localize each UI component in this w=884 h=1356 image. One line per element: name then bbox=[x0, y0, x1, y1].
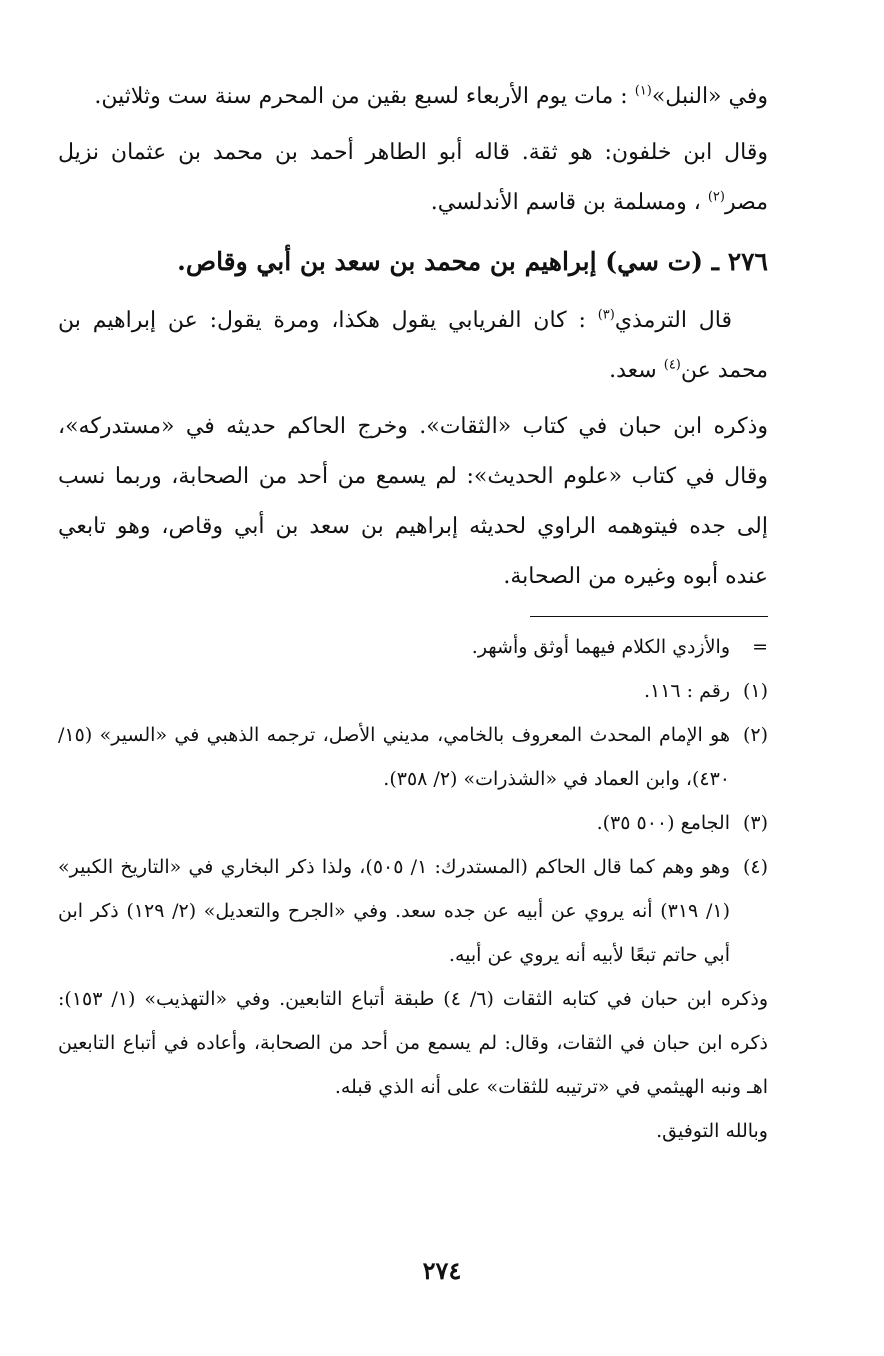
footnote-number: (٢) bbox=[742, 724, 768, 746]
footnote-text: والأزدي الكلام فيهما أوثق وأشهر. bbox=[471, 636, 730, 658]
paragraph-ibn-hibban: وذكره ابن حبان في كتاب «الثقات». وخرج الحاكم حديثه في «مستدركه»، وقال في كتاب «علوم الحديث»: لم يسمع من أحد من الصحابة، وربما نسب إلى جده فيتوهمه الراوي لحديثه إبراهيم بن سعد بن أبي وقاص، وهو تابعي عنده أبوه وغيره من الصحابة. bbox=[58, 414, 768, 589]
paragraph-nubl bbox=[58, 72, 768, 122]
page-number: ٢٧٤ bbox=[422, 1256, 462, 1285]
footnote-ref-4: (٤) bbox=[663, 357, 681, 373]
paragraph-ibn-khalfun bbox=[58, 128, 768, 228]
footnote-2 bbox=[58, 713, 768, 801]
footnote-ref-2: (٢) bbox=[707, 189, 725, 205]
page-body bbox=[58, 72, 768, 1153]
footnote-3 bbox=[58, 801, 768, 845]
paragraph-tirmidhi bbox=[58, 296, 768, 396]
footnote-closing: وبالله التوفيق. bbox=[656, 1120, 768, 1142]
entry-heading: ٢٧٦ ـ (ت سي) إبراهيم بن محمد بن سعد بن أبي وقاص. bbox=[177, 247, 768, 276]
continuation-mark: = bbox=[752, 636, 768, 658]
footnote-number: (١) bbox=[742, 680, 768, 702]
paragraph-text: قال الترمذي bbox=[614, 308, 733, 333]
footnote-1 bbox=[58, 669, 768, 713]
footnote-text: رقم : ١١٦. bbox=[643, 680, 730, 702]
footnote-ref-1: (١) bbox=[634, 83, 652, 99]
footnote-text: الجامع (٥٠٠ ٣٥). bbox=[596, 812, 730, 834]
paragraph-text: : كان الفريابي يقول هكذا، ومرة يقول: عن إبراهيم بن محمد عن bbox=[58, 308, 768, 383]
footnote-number: (٤) bbox=[742, 856, 768, 878]
footnote-4 bbox=[58, 845, 768, 977]
footnote-number: (٣) bbox=[742, 812, 768, 834]
paragraph-text: سعد. bbox=[609, 358, 664, 383]
footnote-text: هو الإمام المحدث المعروف بالخامي، مديني الأصل، ترجمه الذهبي في «السير» (١٥/ ٤٣٠)، وابن العماد في «الشذرات» (٢/ ٣٥٨). bbox=[58, 724, 730, 790]
paragraph-text: ، ومسلمة بن قاسم الأندلسي. bbox=[430, 190, 708, 215]
footnote-continuation bbox=[58, 625, 768, 669]
footnote-ref-3: (٣) bbox=[597, 307, 615, 323]
footnote-text: وهو وهم كما قال الحاكم (المستدرك: ١/ ٥٠٥)، ولذا ذكر البخاري في «التاريخ الكبير» (١/ ٣١٩) أنه يروي عن أبيه عن جده سعد. وفي «الجرح والتعديل» (٢/ ١٢٩) ذكر ابن أبي حاتم تبعًا لأبيه أنه يروي عن أبيه. bbox=[58, 856, 730, 966]
paragraph-text: وفي «النبل» bbox=[651, 84, 768, 109]
footnotes bbox=[58, 625, 768, 1153]
footnote-divider bbox=[530, 616, 768, 617]
paragraph-text: وقال ابن خلفون: هو ثقة. قاله أبو الطاهر أحمد بن محمد بن عثمان نزيل مصر bbox=[58, 140, 768, 215]
paragraph-text: : مات يوم الأربعاء لسبع بقين من المحرم سنة ست وثلاثين. bbox=[94, 84, 635, 109]
footnote-4-continuation: وذكره ابن حبان في كتابه الثقات (٦/ ٤) طبقة أتباع التابعين. وفي «التهذيب» (١/ ١٥٣): ذكره ابن حبان في الثقات، وقال: لم يسمع من أحد من الصحابة، وأعاده في أتباع التابعين اهـ ونبه الهيثمي في «ترتيبه للثقات» على أنه الذي قبله. bbox=[58, 988, 768, 1098]
